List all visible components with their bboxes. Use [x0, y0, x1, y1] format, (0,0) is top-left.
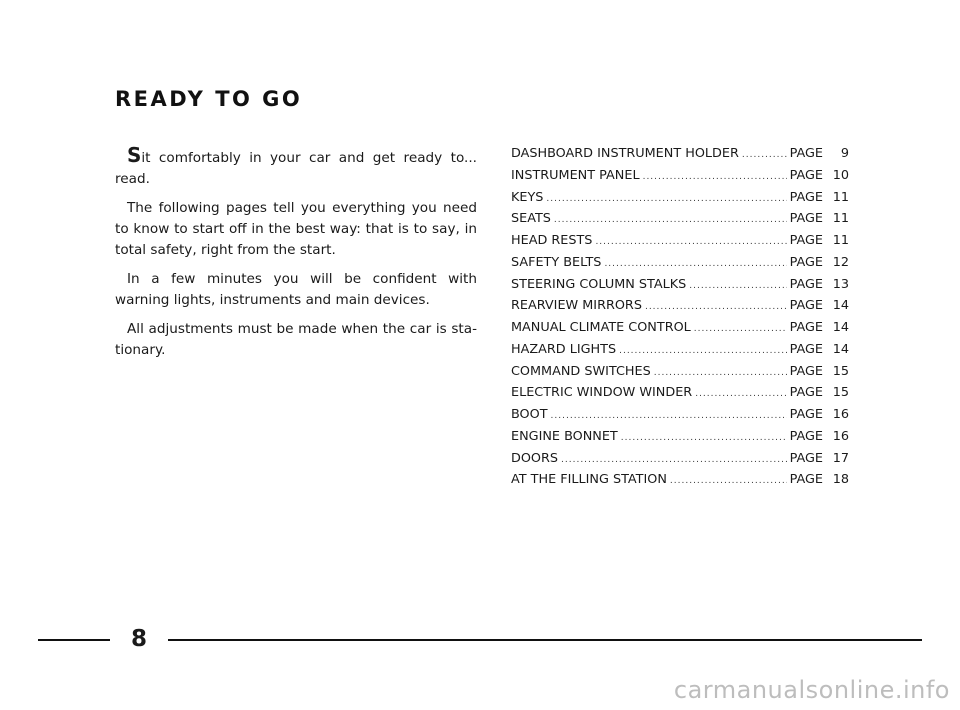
- toc-leader-dots: [551, 411, 787, 421]
- toc-item[interactable]: [511, 385, 849, 407]
- toc-page-label: PAGE: [789, 363, 823, 379]
- toc-page-number: 15: [832, 363, 849, 379]
- intro-paragraph-1: [115, 143, 477, 190]
- toc-page-label: PAGE: [789, 298, 823, 314]
- toc-page-label: PAGE: [789, 472, 823, 488]
- toc-leader-dots: [643, 172, 787, 182]
- toc-page-number: 15: [832, 385, 849, 401]
- page-number: 8: [130, 626, 147, 652]
- toc-item-title: MANUAL CLIMATE CONTROL: [511, 320, 691, 335]
- toc-leader-dots: [645, 302, 787, 312]
- intro-paragraph-4: All adjustments must be made when the car is sta-tionary.: [115, 321, 477, 358]
- toc-item[interactable]: [511, 342, 849, 364]
- toc-item-title: SAFETY BELTS: [511, 254, 602, 270]
- footer-rule-left: [38, 639, 110, 641]
- toc-item-title: DASHBOARD INSTRUMENT HOLDER: [511, 146, 739, 161]
- intro-paragraph-3: In a few minutes you will be confident with warning lights, instruments and main devices.: [115, 271, 477, 308]
- toc-page-number: 14: [832, 298, 849, 314]
- toc-page-number: 10: [832, 167, 849, 183]
- toc-leader-dots: [695, 389, 786, 399]
- toc-leader-dots: [604, 259, 786, 269]
- toc-page-label: PAGE: [789, 428, 823, 444]
- toc-page-label: PAGE: [789, 189, 823, 205]
- toc-item[interactable]: [511, 298, 849, 320]
- toc-leader-dots: [654, 368, 787, 378]
- toc-page-label: PAGE: [789, 341, 823, 357]
- toc-page-number: 11: [832, 211, 849, 227]
- toc-leader-dots: [561, 455, 787, 465]
- toc-leader-dots: [742, 150, 787, 160]
- toc-item-title: INSTRUMENT PANEL: [511, 167, 640, 183]
- toc-leader-dots: [546, 194, 786, 204]
- toc-page-label: PAGE: [789, 385, 823, 401]
- toc-page-number: 14: [832, 320, 849, 335]
- toc-page-label: PAGE: [789, 211, 823, 227]
- intro-paragraph-2: The following pages tell you everything you need to know to start off in the best way: that is to say, in total safety, right from the start.: [115, 200, 477, 258]
- toc-item-title: HAZARD LIGHTS: [511, 341, 617, 357]
- toc-item[interactable]: [511, 407, 849, 429]
- toc-page-label: PAGE: [789, 450, 823, 466]
- toc-item[interactable]: [511, 168, 849, 190]
- toc-item-title: STEERING COLUMN STALKS: [511, 276, 687, 292]
- watermark: carmanualsonline.info: [673, 676, 950, 704]
- toc-item-title: SEATS: [511, 211, 551, 227]
- toc-page-number: 13: [832, 276, 849, 292]
- toc-item[interactable]: [511, 364, 849, 386]
- toc-item[interactable]: [511, 190, 849, 212]
- toc-item[interactable]: [511, 320, 849, 342]
- toc-page-label: PAGE: [789, 407, 823, 422]
- toc-item[interactable]: [511, 429, 849, 451]
- toc-page-label: PAGE: [789, 276, 823, 292]
- toc-page-label: PAGE: [789, 320, 823, 335]
- toc-page-number: 12: [832, 254, 849, 270]
- toc-page-label: PAGE: [789, 233, 823, 248]
- toc-item[interactable]: [511, 255, 849, 277]
- toc-leader-dots: [694, 324, 787, 334]
- toc-leader-dots: [621, 433, 787, 443]
- toc-leader-dots: [554, 215, 787, 225]
- toc-leader-dots: [595, 237, 786, 247]
- table-of-contents: [511, 146, 849, 494]
- toc-leader-dots: [689, 281, 786, 291]
- toc-page-label: PAGE: [789, 167, 823, 183]
- toc-item[interactable]: [511, 211, 849, 233]
- toc-page-number: 16: [832, 428, 849, 444]
- toc-item[interactable]: [511, 233, 849, 255]
- footer-rule-right: [168, 639, 922, 641]
- toc-page-number: 17: [832, 450, 849, 466]
- intro-text: [115, 143, 477, 369]
- drop-cap: S: [127, 143, 142, 167]
- intro-paragraph-1-text: it comfortably in your car and get ready to... read.: [115, 150, 477, 187]
- toc-item[interactable]: [511, 146, 849, 168]
- toc-item-title: HEAD RESTS: [511, 233, 593, 248]
- toc-item-title: BOOT: [511, 407, 548, 422]
- toc-item-title: ELECTRIC WINDOW WINDER: [511, 385, 693, 401]
- toc-page-label: PAGE: [789, 254, 823, 270]
- toc-item-title: DOORS: [511, 450, 559, 466]
- toc-item[interactable]: [511, 472, 849, 494]
- toc-page-number: 11: [832, 233, 849, 248]
- toc-item-title: KEYS: [511, 189, 544, 205]
- toc-page-number: 16: [832, 407, 849, 422]
- toc-leader-dots: [619, 346, 786, 356]
- toc-item-title: ENGINE BONNET: [511, 428, 618, 444]
- toc-page-number: 14: [832, 341, 849, 357]
- toc-leader-dots: [670, 476, 787, 486]
- toc-page-number: 11: [832, 189, 849, 205]
- toc-item[interactable]: [511, 451, 849, 473]
- page-title: READY TO GO: [115, 87, 303, 111]
- toc-item-title: COMMAND SWITCHES: [511, 363, 651, 379]
- toc-item-title: AT THE FILLING STATION: [511, 472, 667, 488]
- toc-page-label: PAGE: [789, 146, 823, 161]
- toc-page-number: 18: [832, 472, 849, 488]
- toc-item-title: REARVIEW MIRRORS: [511, 298, 642, 314]
- toc-page-number: 9: [840, 146, 849, 161]
- toc-item[interactable]: [511, 277, 849, 299]
